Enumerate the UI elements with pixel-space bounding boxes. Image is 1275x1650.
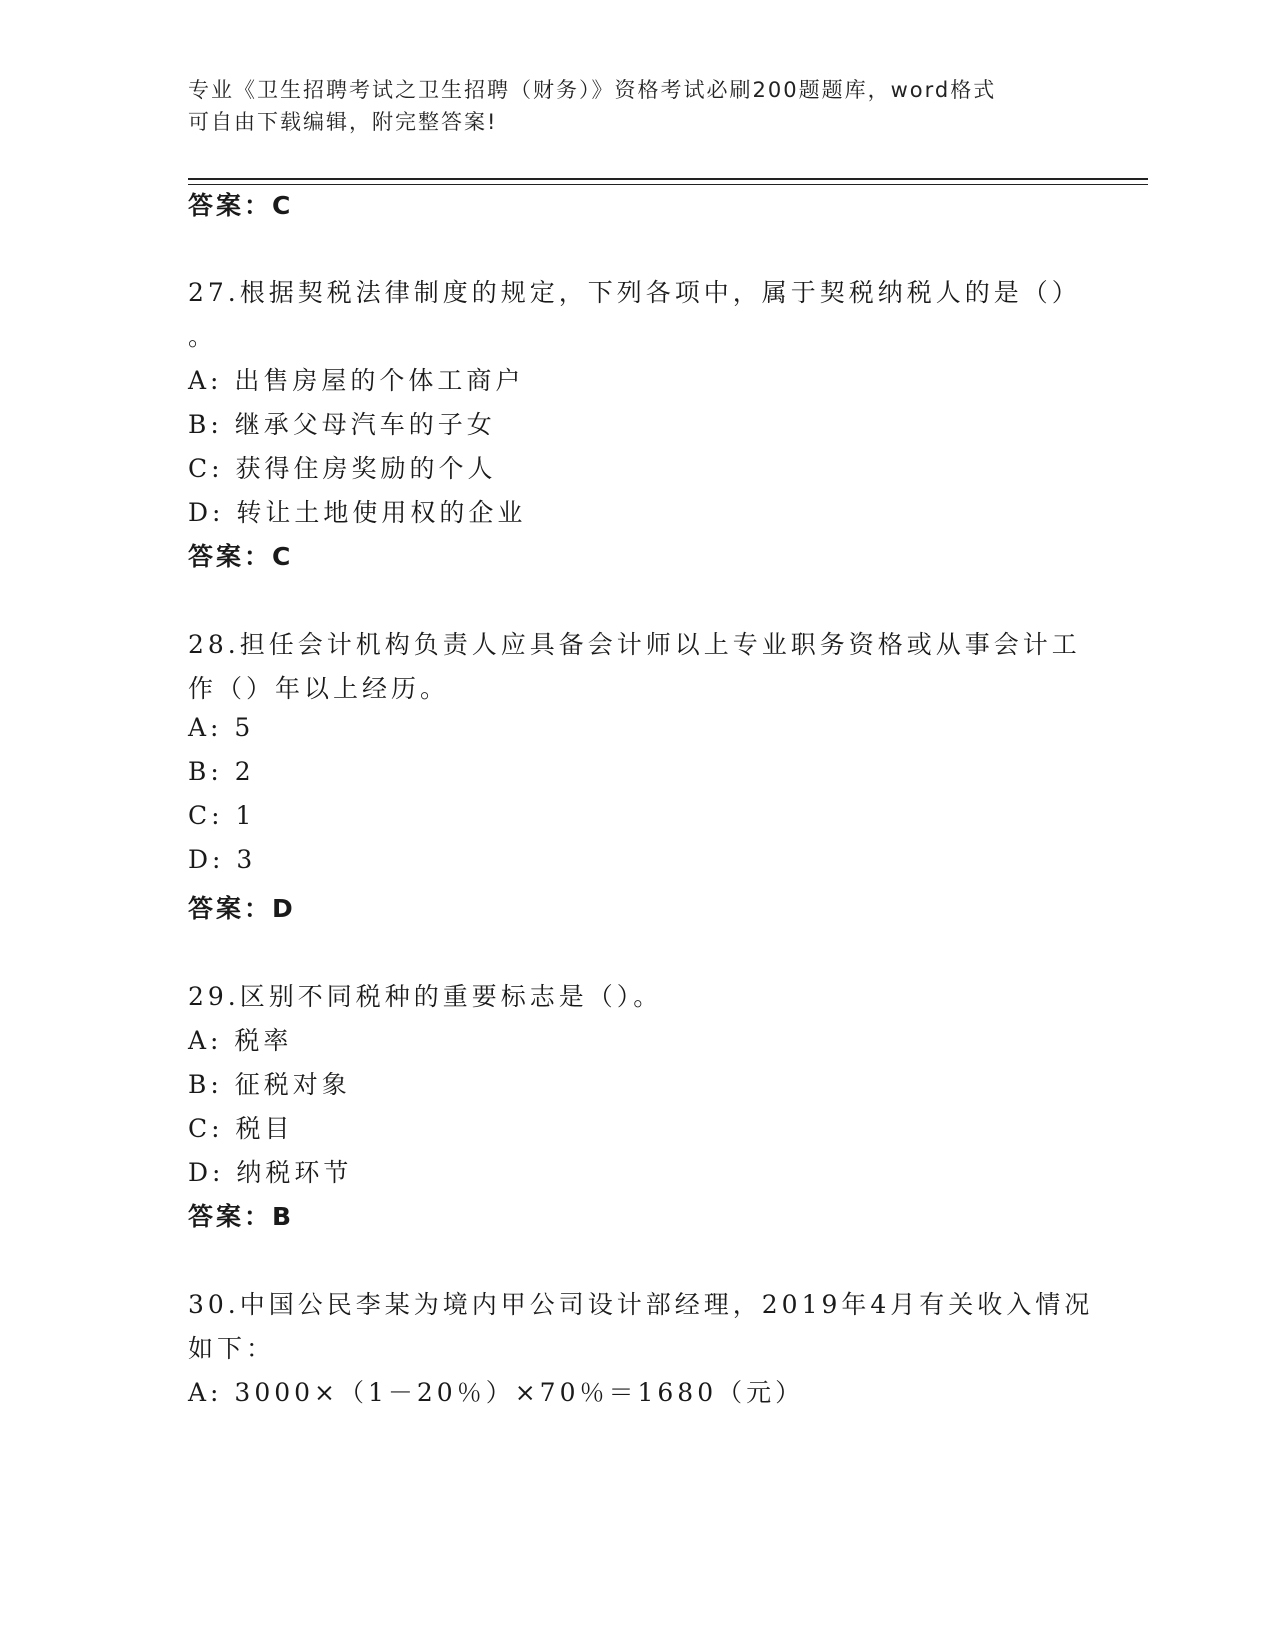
question-27-option-d: D: 转让土地使用权的企业 (188, 498, 527, 527)
question-27-option-b: B: 继承父母汽车的子女 (188, 410, 496, 439)
question-28-option-d: D: 3 (188, 845, 257, 874)
question-28-option-b: B: 2 (188, 757, 255, 786)
question-29-stem-line-1: 29.区别不同税种的重要标志是（）。 (188, 982, 663, 1011)
question-27-option-a: A: 出售房屋的个体工商户 (188, 366, 525, 395)
question-29-option-c: C: 税目 (188, 1114, 294, 1143)
question-29-option-b: B: 征税对象 (188, 1070, 351, 1099)
question-29-option-d: D: 纳税环节 (188, 1158, 353, 1187)
question-30-stem-line-1: 30.中国公民李某为境内甲公司设计部经理，2019年4月有关收入情况 (188, 1290, 1094, 1319)
question-27-stem-line-2: 。 (188, 322, 218, 351)
question-28-option-a: A: 5 (188, 713, 255, 742)
question-30-stem-line-2: 如下： (188, 1334, 276, 1363)
header-rule (188, 178, 1148, 180)
answer-27: 答案：C (188, 542, 294, 571)
question-28-option-c: C: 1 (188, 801, 256, 830)
header-line-2: 可自由下载编辑，附完整答案! (188, 110, 498, 134)
question-29-option-a: A: 税率 (188, 1026, 293, 1055)
page-header (188, 74, 1068, 138)
question-27-stem-line-1: 27.根据契税法律制度的规定，下列各项中，属于契税纳税人的是（） (188, 278, 1081, 307)
question-30-option-a: A: 3000×（1－20％）×70％＝1680（元） (188, 1378, 805, 1407)
answer-28: 答案：D (188, 894, 296, 923)
question-27-option-c: C: 获得住房奖励的个人 (188, 454, 497, 483)
question-28-stem-line-2: 作（）年以上经历。 (188, 674, 450, 703)
answer-29: 答案：B (188, 1202, 295, 1231)
answer-26: 答案：C (188, 191, 294, 220)
header-line-1: 专业《卫生招聘考试之卫生招聘（财务）》资格考试必刷200题题库，word格式 (188, 78, 997, 102)
question-28-stem-line-1: 28.担任会计机构负责人应具备会计师以上专业职务资格或从事会计工 (188, 630, 1081, 659)
header-rule-thin (188, 184, 1148, 185)
